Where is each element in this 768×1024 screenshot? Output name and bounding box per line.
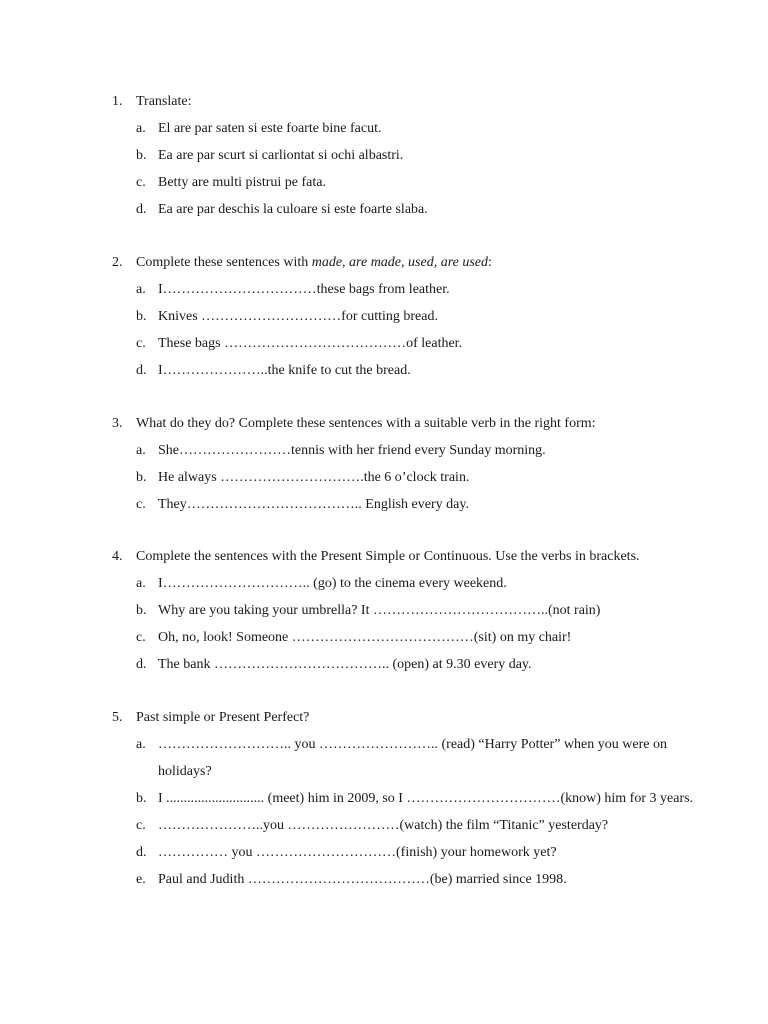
list-item bbox=[112, 437, 752, 464]
item-text: Ea are par scurt si carliontat si ochi albastri. bbox=[158, 148, 404, 163]
item-letter: d. bbox=[136, 363, 147, 378]
item-text: She……………………tennis with her friend every Sunday morning. bbox=[158, 443, 546, 458]
item-letter: d. bbox=[136, 657, 147, 672]
question-title bbox=[112, 88, 752, 115]
item-text: These bags …………………………………of leather. bbox=[158, 336, 463, 351]
question-2 bbox=[112, 249, 752, 384]
list-item bbox=[112, 731, 752, 785]
item-letter: b. bbox=[136, 603, 147, 618]
item-letter: b. bbox=[136, 309, 147, 324]
item-text: Betty are multi pistrui pe fata. bbox=[158, 175, 326, 190]
list-item bbox=[112, 624, 752, 651]
list-item bbox=[112, 651, 752, 678]
item-text: Paul and Judith …………………………………(be) married since 1998. bbox=[158, 872, 567, 887]
item-text: Why are you taking your umbrella? It ………………………………..(not rain) bbox=[158, 603, 601, 618]
question-text bbox=[136, 249, 492, 276]
list-item bbox=[112, 866, 752, 893]
item-letter: c. bbox=[136, 630, 146, 645]
item-text: El are par saten si este foarte bine facut. bbox=[158, 121, 382, 136]
question-5 bbox=[112, 704, 752, 893]
item-letter: c. bbox=[136, 497, 146, 512]
question-text: Translate: bbox=[136, 94, 192, 109]
list-item bbox=[112, 785, 752, 812]
question-text-tail: : bbox=[488, 255, 492, 270]
list-item bbox=[112, 839, 752, 866]
question-1 bbox=[112, 88, 752, 223]
question-number: 4. bbox=[112, 549, 123, 564]
list-item bbox=[112, 357, 752, 384]
question-number: 3. bbox=[112, 416, 123, 431]
question-title bbox=[112, 704, 752, 731]
list-item bbox=[112, 276, 752, 303]
item-text: …………… you …………………………(finish) your homework yet? bbox=[158, 845, 557, 860]
item-letter: a. bbox=[136, 737, 146, 752]
list-item bbox=[112, 196, 752, 223]
list-item bbox=[112, 491, 752, 518]
question-4 bbox=[112, 543, 752, 678]
item-letter: b. bbox=[136, 791, 147, 806]
item-letter: c. bbox=[136, 175, 146, 190]
item-text: I………………………….. (go) to the cinema every weekend. bbox=[158, 576, 507, 591]
list-item bbox=[112, 169, 752, 196]
item-text: I…………………..the knife to cut the bread. bbox=[158, 363, 411, 378]
item-letter: c. bbox=[136, 336, 146, 351]
question-title bbox=[112, 410, 752, 437]
item-letter: d. bbox=[136, 202, 147, 217]
item-text: He always ………………………….the 6 o’clock train. bbox=[158, 470, 470, 485]
item-text: I ............................ (meet) him in 2009, so I ……………………………(know) him for 3 years. bbox=[158, 791, 694, 806]
item-letter: a. bbox=[136, 282, 146, 297]
item-letter: b. bbox=[136, 470, 147, 485]
question-title bbox=[112, 249, 752, 276]
item-text: I……………………………these bags from leather. bbox=[158, 282, 450, 297]
item-text: Knives …………………………for cutting bread. bbox=[158, 309, 438, 324]
list-item bbox=[112, 597, 752, 624]
question-text-emphasis: made, are made, used, are used bbox=[311, 255, 488, 270]
question-title bbox=[112, 543, 752, 570]
question-text: What do they do? Complete these sentences with a suitable verb in the right form: bbox=[136, 416, 596, 431]
list-item bbox=[112, 570, 752, 597]
item-text: Oh, no, look! Someone …………………………………(sit) on my chair! bbox=[158, 630, 572, 645]
list-item bbox=[112, 330, 752, 357]
item-text: The bank ……………………………….. (open) at 9.30 every day. bbox=[158, 657, 532, 672]
list-item bbox=[112, 464, 752, 491]
question-number: 5. bbox=[112, 710, 123, 725]
question-number: 1. bbox=[112, 94, 123, 109]
question-number: 2. bbox=[112, 255, 123, 270]
item-letter: a. bbox=[136, 576, 146, 591]
question-3 bbox=[112, 410, 752, 518]
list-item bbox=[112, 812, 752, 839]
item-text: …………………..you ……………………(watch) the film “Titanic” yesterday? bbox=[158, 818, 609, 833]
item-text: Ea are par deschis la culoare si este foarte slaba. bbox=[158, 202, 428, 217]
item-letter: a. bbox=[136, 443, 146, 458]
question-text: Past simple or Present Perfect? bbox=[136, 710, 310, 725]
item-letter: b. bbox=[136, 148, 147, 163]
question-text: Complete the sentences with the Present Simple or Continuous. Use the verbs in brackets. bbox=[136, 549, 640, 564]
item-letter: a. bbox=[136, 121, 146, 136]
item-letter: c. bbox=[136, 818, 146, 833]
item-letter: e. bbox=[136, 872, 146, 887]
list-item bbox=[112, 115, 752, 142]
item-text: ……………………….. you …………………….. (read) “Harry Potter” when you were on holidays? bbox=[158, 737, 667, 779]
question-text-lead: Complete these sentences with bbox=[136, 255, 312, 270]
item-letter: d. bbox=[136, 845, 147, 860]
list-item bbox=[112, 303, 752, 330]
list-item bbox=[112, 142, 752, 169]
item-text: They……………………………….. English every day. bbox=[158, 497, 469, 512]
